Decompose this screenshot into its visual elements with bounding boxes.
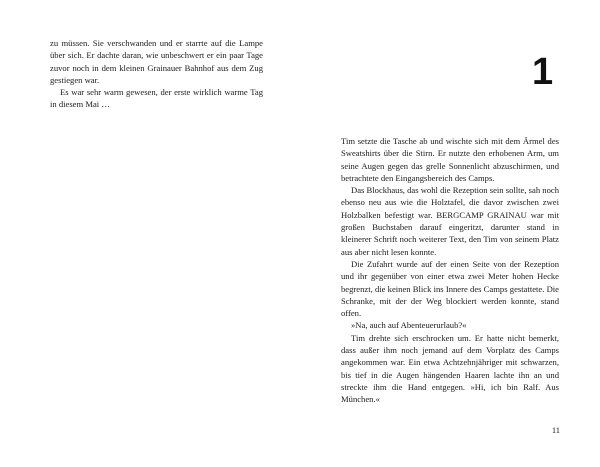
right-page	[300, 0, 600, 467]
paragraph: Tim drehte sich erschrocken um. Er hatte nicht bemerkt, dass außer ihm noch jemand auf dem Vorplatz des Camps angekommen war. Ein etwa Achtzehnjähriger mit schwarzen, bis tief in die Augen hängenden Haaren lachte ihn an und streckte ihm die Hand entgegen. »Hi, ich bin Ralf. Aus München.«	[341, 332, 559, 405]
chapter-number: 1	[532, 51, 554, 93]
paragraph: Die Zufahrt wurde auf der einen Seite von der Rezeption und ihr gegenüber von einer etwa zwei Meter hohen Hecke begrenzt, die keinen Blick ins Innere des Camps gestattete. Die Schranke, mit der der Weg blockiert werden konnte, stand offen.	[341, 258, 559, 319]
paragraph: »Na, auch auf Abenteuerurlaub?«	[351, 320, 467, 331]
paragraph: Es war sehr warm gewesen, der erste wirklich warme Tag in diesem Mai …	[50, 87, 263, 110]
paragraph: Das Blockhaus, das wohl die Rezeption sein sollte, sah noch ebenso neu aus wie die Holztafel, die davor zwischen zwei Holzbalken befestigt war. BERGCAMP GRAINAU war mit großen Buchstaben darauf eingeritzt, darunter stand in kleinerer Schrift noch weiterer Text, den Tim von seinem Platz aus aber nicht lesen konnte.	[341, 185, 559, 257]
left-page-text	[50, 37, 263, 111]
paragraph: zu müssen. Sie verschwanden und er starrte auf die Lampe über sich. Er dachte daran, wie unbeschwert er ein paar Tage zuvor noch in dem kleinen Grainauer Bahnhof aus dem Zug gestiegen war.	[50, 38, 263, 85]
page-number: 11	[551, 425, 560, 435]
right-page-text	[341, 135, 559, 406]
paragraph: Tim setzte die Tasche ab und wischte sich mit dem Ärmel des Sweatshirts über die Stirn. Er nutzte den erhobenen Arm, um seine Augen gegen das grelle Sonnenlicht abzuschirmen, und betrachtete den Eingangsbereich des Camps.	[341, 136, 559, 183]
